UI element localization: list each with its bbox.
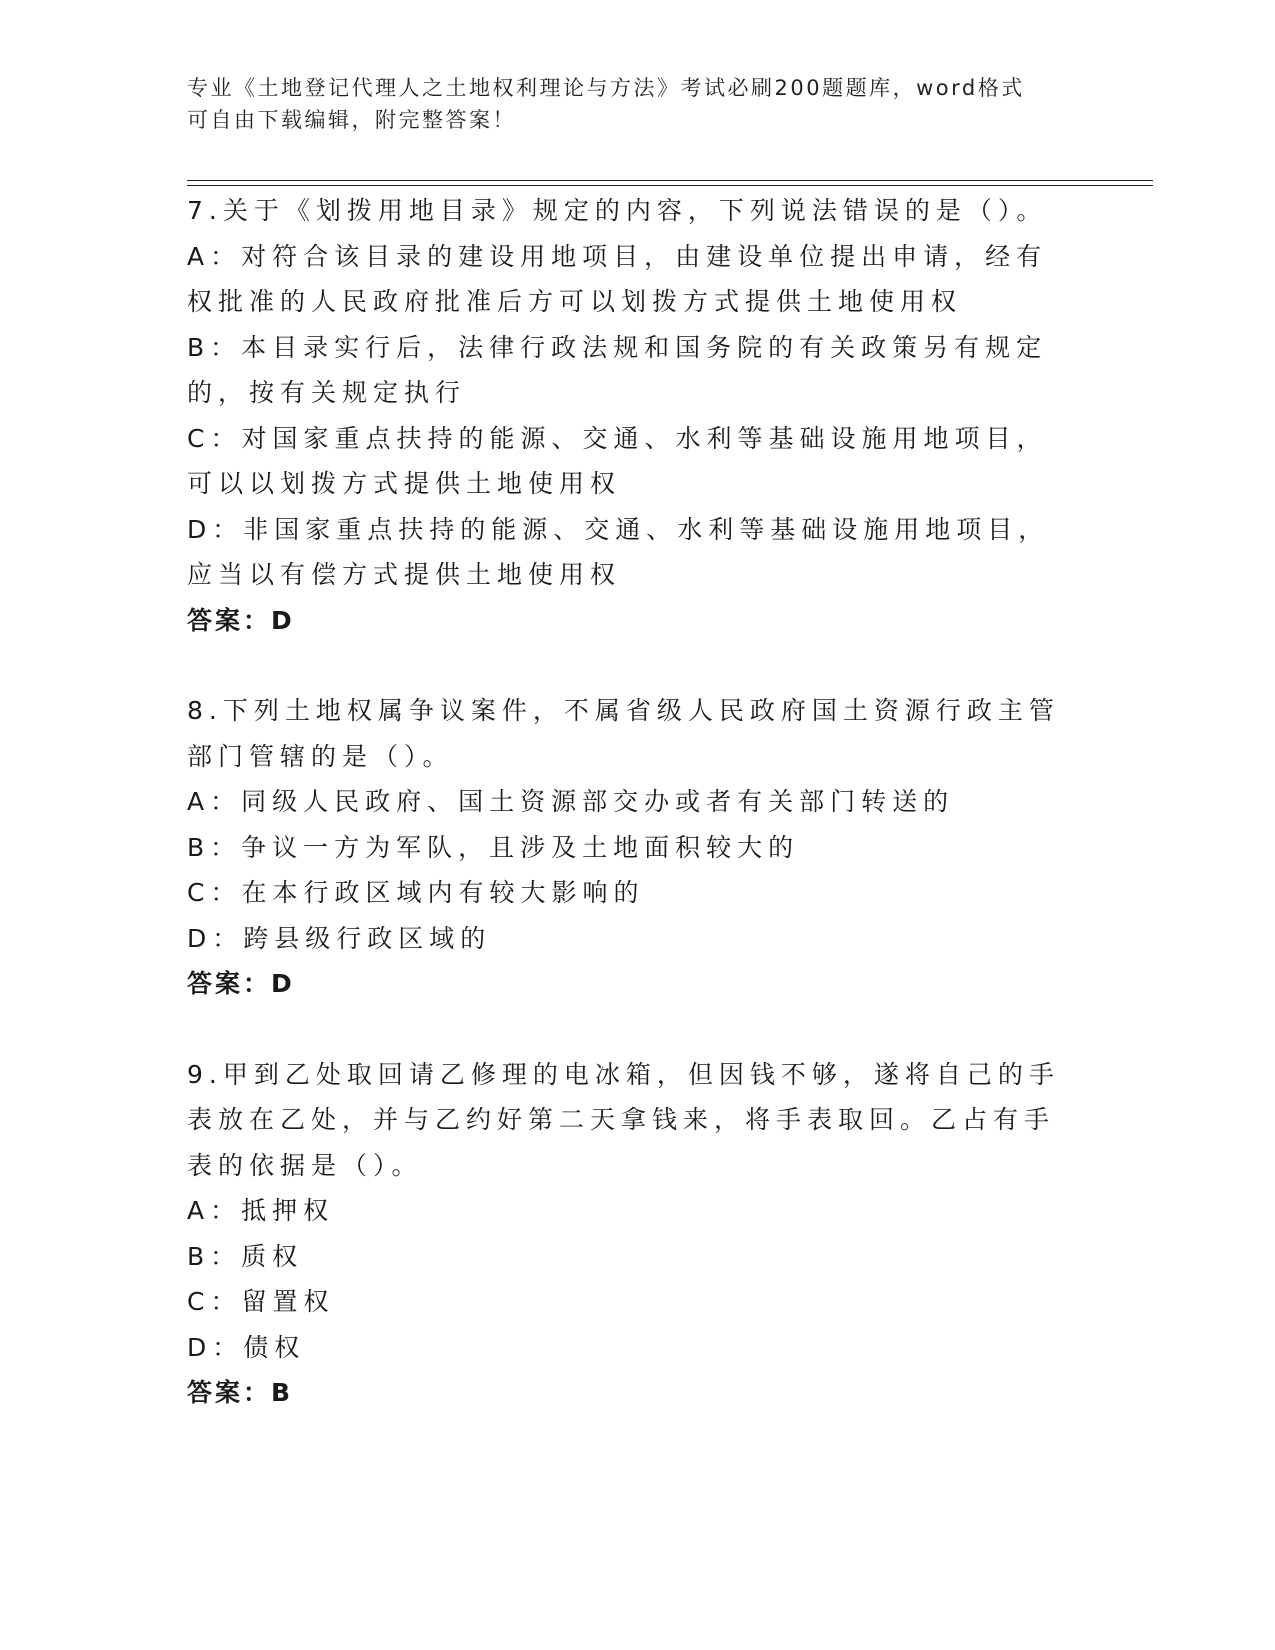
option-d: D：跨县级行政区域的 (187, 923, 492, 953)
question-8 (187, 688, 1077, 1007)
option-a: A：同级人民政府、国土资源部交办或者有关部门转送的 (187, 787, 955, 816)
option-b: B：本目录实行后，法律行政法规和国务院的有关政策另有规定的，按有关规定执行 (187, 332, 1048, 407)
option-c: C：对国家重点扶持的能源、交通、水利等基础设施用地项目，可以以划拨方式提供土地使用权 (187, 423, 1048, 498)
option-c: C：留置权 (187, 1287, 335, 1316)
answer-label: 答案：B (187, 1378, 294, 1407)
question-list (187, 188, 1077, 1416)
answer-label: 答案：D (187, 605, 295, 635)
document-header (187, 72, 1067, 136)
header-line-1: 专业《土地登记代理人之土地权利理论与方法》考试必刷200题题库，word格式 (187, 76, 1025, 100)
header-divider-bottom (187, 185, 1153, 186)
option-b: B：质权 (187, 1241, 304, 1271)
option-d: D：债权 (187, 1332, 306, 1362)
option-b: B：争议一方为军队，且涉及土地面积较大的 (187, 832, 800, 862)
option-a: A：对符合该目录的建设用地项目，由建设单位提出申请，经有权批准的人民政府批准后方可以划拨方式提供土地使用权 (187, 241, 1048, 316)
answer-label: 答案：D (187, 969, 295, 998)
option-a: A：抵押权 (187, 1196, 335, 1225)
header-line-2: 可自由下载编辑，附完整答案！ (187, 108, 516, 132)
option-c: C：在本行政区域内有较大影响的 (187, 878, 645, 907)
question-9 (187, 1052, 1077, 1416)
question-stem: 9.甲到乙处取回请乙修理的电冰箱，但因钱不够，遂将自己的手表放在乙处，并与乙约好第二天拿钱来，将手表取回。乙占有手表的依据是（）。 (187, 1059, 1060, 1180)
header-divider-top (187, 180, 1153, 181)
question-7 (187, 188, 1077, 643)
question-stem: 7.关于《划拨用地目录》规定的内容，下列说法错误的是（）。 (187, 196, 1048, 225)
question-stem: 8.下列土地权属争议案件，不属省级人民政府国土资源行政主管部门管辖的是（）。 (187, 696, 1060, 771)
option-d: D：非国家重点扶持的能源、交通、水利等基础设施用地项目，应当以有偿方式提供土地使用权 (187, 514, 1050, 589)
